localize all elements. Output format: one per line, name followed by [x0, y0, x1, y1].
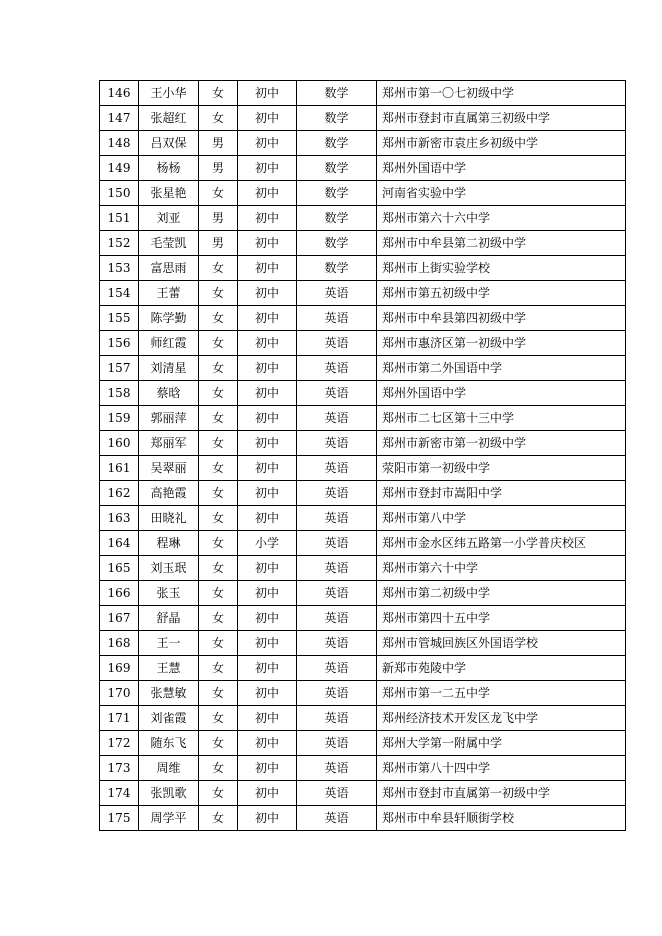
cell-name: 毛莹凯: [139, 231, 199, 256]
cell-school-level: 初中: [238, 231, 297, 256]
table-row: [100, 381, 626, 406]
cell-number: 168: [100, 631, 139, 656]
table-row: [100, 306, 626, 331]
cell-gender: 女: [199, 81, 238, 106]
cell-number: 173: [100, 756, 139, 781]
cell-gender: 女: [199, 106, 238, 131]
cell-number: 156: [100, 331, 139, 356]
table-row: [100, 481, 626, 506]
cell-subject: 英语: [297, 506, 377, 531]
cell-name: 张凯歌: [139, 781, 199, 806]
cell-school: 郑州市第八中学: [377, 506, 626, 531]
cell-school: 郑州市登封市直属第一初级中学: [377, 781, 626, 806]
cell-school-level: 初中: [238, 631, 297, 656]
roster-body: [100, 81, 626, 831]
cell-school: 郑州市新密市第一初级中学: [377, 431, 626, 456]
cell-school: 郑州市第一二五中学: [377, 681, 626, 706]
cell-gender: 男: [199, 156, 238, 181]
cell-number: 157: [100, 356, 139, 381]
cell-school: 郑州市第五初级中学: [377, 281, 626, 306]
table-row: [100, 431, 626, 456]
cell-name: 舒晶: [139, 606, 199, 631]
cell-number: 154: [100, 281, 139, 306]
table-row: [100, 231, 626, 256]
cell-name: 师红霞: [139, 331, 199, 356]
cell-name: 程琳: [139, 531, 199, 556]
cell-gender: 女: [199, 531, 238, 556]
cell-number: 147: [100, 106, 139, 131]
cell-gender: 女: [199, 581, 238, 606]
cell-subject: 数学: [297, 181, 377, 206]
cell-subject: 英语: [297, 606, 377, 631]
table-row: [100, 706, 626, 731]
table-row: [100, 781, 626, 806]
table-row: [100, 81, 626, 106]
cell-subject: 英语: [297, 656, 377, 681]
table-row: [100, 281, 626, 306]
cell-name: 郑丽军: [139, 431, 199, 456]
cell-school: 郑州市上街实验学校: [377, 256, 626, 281]
cell-school: 郑州市金水区纬五路第一小学普庆校区: [377, 531, 626, 556]
cell-school: 郑州外国语中学: [377, 156, 626, 181]
cell-school-level: 初中: [238, 706, 297, 731]
table-row: [100, 656, 626, 681]
cell-school: 荥阳市第一初级中学: [377, 456, 626, 481]
cell-number: 164: [100, 531, 139, 556]
cell-gender: 女: [199, 781, 238, 806]
table-row: [100, 681, 626, 706]
cell-gender: 女: [199, 481, 238, 506]
cell-school: 郑州市第六十六中学: [377, 206, 626, 231]
table-row: [100, 356, 626, 381]
cell-gender: 女: [199, 431, 238, 456]
cell-name: 王小华: [139, 81, 199, 106]
cell-gender: 女: [199, 306, 238, 331]
cell-school: 郑州市登封市嵩阳中学: [377, 481, 626, 506]
cell-school-level: 初中: [238, 331, 297, 356]
cell-school: 郑州市第二初级中学: [377, 581, 626, 606]
cell-school-level: 初中: [238, 356, 297, 381]
cell-gender: 女: [199, 456, 238, 481]
cell-school-level: 初中: [238, 506, 297, 531]
cell-school: 郑州市第六十中学: [377, 556, 626, 581]
cell-number: 170: [100, 681, 139, 706]
table-row: [100, 131, 626, 156]
cell-school: 郑州市管城回族区外国语学校: [377, 631, 626, 656]
cell-name: 刘清星: [139, 356, 199, 381]
cell-subject: 数学: [297, 106, 377, 131]
cell-number: 155: [100, 306, 139, 331]
cell-school-level: 小学: [238, 531, 297, 556]
cell-subject: 数学: [297, 81, 377, 106]
cell-number: 165: [100, 556, 139, 581]
cell-subject: 英语: [297, 681, 377, 706]
cell-name: 吴翠丽: [139, 456, 199, 481]
cell-gender: 女: [199, 756, 238, 781]
cell-school-level: 初中: [238, 106, 297, 131]
cell-gender: 男: [199, 131, 238, 156]
cell-school-level: 初中: [238, 781, 297, 806]
cell-school: 新郑市苑陵中学: [377, 656, 626, 681]
roster-table: [99, 80, 626, 831]
cell-gender: 女: [199, 256, 238, 281]
table-row: [100, 331, 626, 356]
cell-name: 王一: [139, 631, 199, 656]
cell-school-level: 初中: [238, 681, 297, 706]
cell-name: 周学平: [139, 806, 199, 831]
table-row: [100, 531, 626, 556]
cell-subject: 英语: [297, 756, 377, 781]
cell-subject: 英语: [297, 556, 377, 581]
cell-number: 172: [100, 731, 139, 756]
cell-subject: 英语: [297, 581, 377, 606]
cell-school-level: 初中: [238, 206, 297, 231]
cell-number: 159: [100, 406, 139, 431]
cell-subject: 数学: [297, 131, 377, 156]
table-row: [100, 156, 626, 181]
cell-gender: 男: [199, 231, 238, 256]
cell-subject: 英语: [297, 281, 377, 306]
cell-school-level: 初中: [238, 181, 297, 206]
table-row: [100, 181, 626, 206]
cell-number: 174: [100, 781, 139, 806]
cell-subject: 英语: [297, 481, 377, 506]
cell-school-level: 初中: [238, 81, 297, 106]
cell-subject: 英语: [297, 306, 377, 331]
cell-number: 175: [100, 806, 139, 831]
cell-gender: 女: [199, 331, 238, 356]
cell-subject: 英语: [297, 631, 377, 656]
cell-name: 王慧: [139, 656, 199, 681]
cell-number: 149: [100, 156, 139, 181]
cell-subject: 英语: [297, 706, 377, 731]
cell-school: 郑州大学第一附属中学: [377, 731, 626, 756]
cell-number: 151: [100, 206, 139, 231]
cell-gender: 女: [199, 506, 238, 531]
cell-name: 吕双保: [139, 131, 199, 156]
cell-subject: 数学: [297, 156, 377, 181]
table-row: [100, 731, 626, 756]
table-row: [100, 756, 626, 781]
cell-name: 张超红: [139, 106, 199, 131]
cell-school-level: 初中: [238, 456, 297, 481]
cell-school-level: 初中: [238, 156, 297, 181]
cell-name: 随东飞: [139, 731, 199, 756]
table-row: [100, 506, 626, 531]
cell-school: 郑州市第八十四中学: [377, 756, 626, 781]
cell-gender: 女: [199, 606, 238, 631]
cell-school-level: 初中: [238, 806, 297, 831]
cell-gender: 女: [199, 656, 238, 681]
cell-school-level: 初中: [238, 406, 297, 431]
cell-subject: 英语: [297, 406, 377, 431]
cell-name: 郭丽萍: [139, 406, 199, 431]
table-row: [100, 631, 626, 656]
cell-number: 171: [100, 706, 139, 731]
cell-school: 郑州市第一〇七初级中学: [377, 81, 626, 106]
table-row: [100, 556, 626, 581]
cell-name: 杨杨: [139, 156, 199, 181]
cell-gender: 女: [199, 281, 238, 306]
cell-gender: 女: [199, 406, 238, 431]
cell-number: 163: [100, 506, 139, 531]
table-row: [100, 606, 626, 631]
cell-gender: 女: [199, 731, 238, 756]
cell-school-level: 初中: [238, 731, 297, 756]
cell-subject: 英语: [297, 431, 377, 456]
cell-number: 166: [100, 581, 139, 606]
cell-number: 169: [100, 656, 139, 681]
cell-school: 郑州市惠济区第一初级中学: [377, 331, 626, 356]
cell-subject: 英语: [297, 731, 377, 756]
cell-number: 150: [100, 181, 139, 206]
cell-subject: 英语: [297, 781, 377, 806]
cell-number: 153: [100, 256, 139, 281]
cell-name: 王蕾: [139, 281, 199, 306]
cell-name: 富思雨: [139, 256, 199, 281]
table-row: [100, 806, 626, 831]
cell-gender: 女: [199, 181, 238, 206]
cell-school-level: 初中: [238, 656, 297, 681]
cell-name: 刘玉珉: [139, 556, 199, 581]
table-row: [100, 581, 626, 606]
cell-number: 162: [100, 481, 139, 506]
cell-number: 161: [100, 456, 139, 481]
cell-subject: 英语: [297, 456, 377, 481]
cell-school-level: 初中: [238, 131, 297, 156]
cell-name: 张玉: [139, 581, 199, 606]
table-row: [100, 206, 626, 231]
cell-name: 陈学勤: [139, 306, 199, 331]
table-row: [100, 456, 626, 481]
cell-gender: 女: [199, 631, 238, 656]
cell-subject: 数学: [297, 206, 377, 231]
cell-name: 蔡晗: [139, 381, 199, 406]
cell-school: 郑州市二七区第十三中学: [377, 406, 626, 431]
cell-school-level: 初中: [238, 606, 297, 631]
cell-school-level: 初中: [238, 306, 297, 331]
cell-gender: 男: [199, 206, 238, 231]
cell-subject: 英语: [297, 356, 377, 381]
cell-school-level: 初中: [238, 381, 297, 406]
cell-subject: 英语: [297, 331, 377, 356]
cell-number: 148: [100, 131, 139, 156]
cell-school-level: 初中: [238, 256, 297, 281]
cell-school: 郑州经济技术开发区龙飞中学: [377, 706, 626, 731]
cell-gender: 女: [199, 706, 238, 731]
cell-subject: 数学: [297, 256, 377, 281]
cell-number: 152: [100, 231, 139, 256]
cell-school: 郑州外国语中学: [377, 381, 626, 406]
table-row: [100, 106, 626, 131]
cell-school: 郑州市第四十五中学: [377, 606, 626, 631]
cell-gender: 女: [199, 806, 238, 831]
cell-school-level: 初中: [238, 581, 297, 606]
cell-school-level: 初中: [238, 281, 297, 306]
cell-school: 郑州市中牟县第二初级中学: [377, 231, 626, 256]
cell-name: 高艳霞: [139, 481, 199, 506]
cell-subject: 英语: [297, 806, 377, 831]
cell-school-level: 初中: [238, 756, 297, 781]
cell-school: 郑州市新密市袁庄乡初级中学: [377, 131, 626, 156]
cell-school: 郑州市登封市直属第三初级中学: [377, 106, 626, 131]
cell-school-level: 初中: [238, 431, 297, 456]
cell-subject: 数学: [297, 231, 377, 256]
cell-name: 张星艳: [139, 181, 199, 206]
cell-number: 160: [100, 431, 139, 456]
cell-name: 田晓礼: [139, 506, 199, 531]
cell-school: 郑州市中牟县轩顺街学校: [377, 806, 626, 831]
cell-gender: 女: [199, 381, 238, 406]
cell-subject: 英语: [297, 531, 377, 556]
cell-school-level: 初中: [238, 556, 297, 581]
cell-name: 刘雀霞: [139, 706, 199, 731]
cell-gender: 女: [199, 556, 238, 581]
cell-number: 146: [100, 81, 139, 106]
cell-number: 167: [100, 606, 139, 631]
cell-school: 郑州市中牟县第四初级中学: [377, 306, 626, 331]
cell-name: 周维: [139, 756, 199, 781]
cell-school: 郑州市第二外国语中学: [377, 356, 626, 381]
cell-number: 158: [100, 381, 139, 406]
cell-gender: 女: [199, 356, 238, 381]
cell-name: 刘亚: [139, 206, 199, 231]
cell-name: 张慧敏: [139, 681, 199, 706]
table-row: [100, 256, 626, 281]
table-row: [100, 406, 626, 431]
cell-school-level: 初中: [238, 481, 297, 506]
cell-gender: 女: [199, 681, 238, 706]
cell-school: 河南省实验中学: [377, 181, 626, 206]
cell-subject: 英语: [297, 381, 377, 406]
